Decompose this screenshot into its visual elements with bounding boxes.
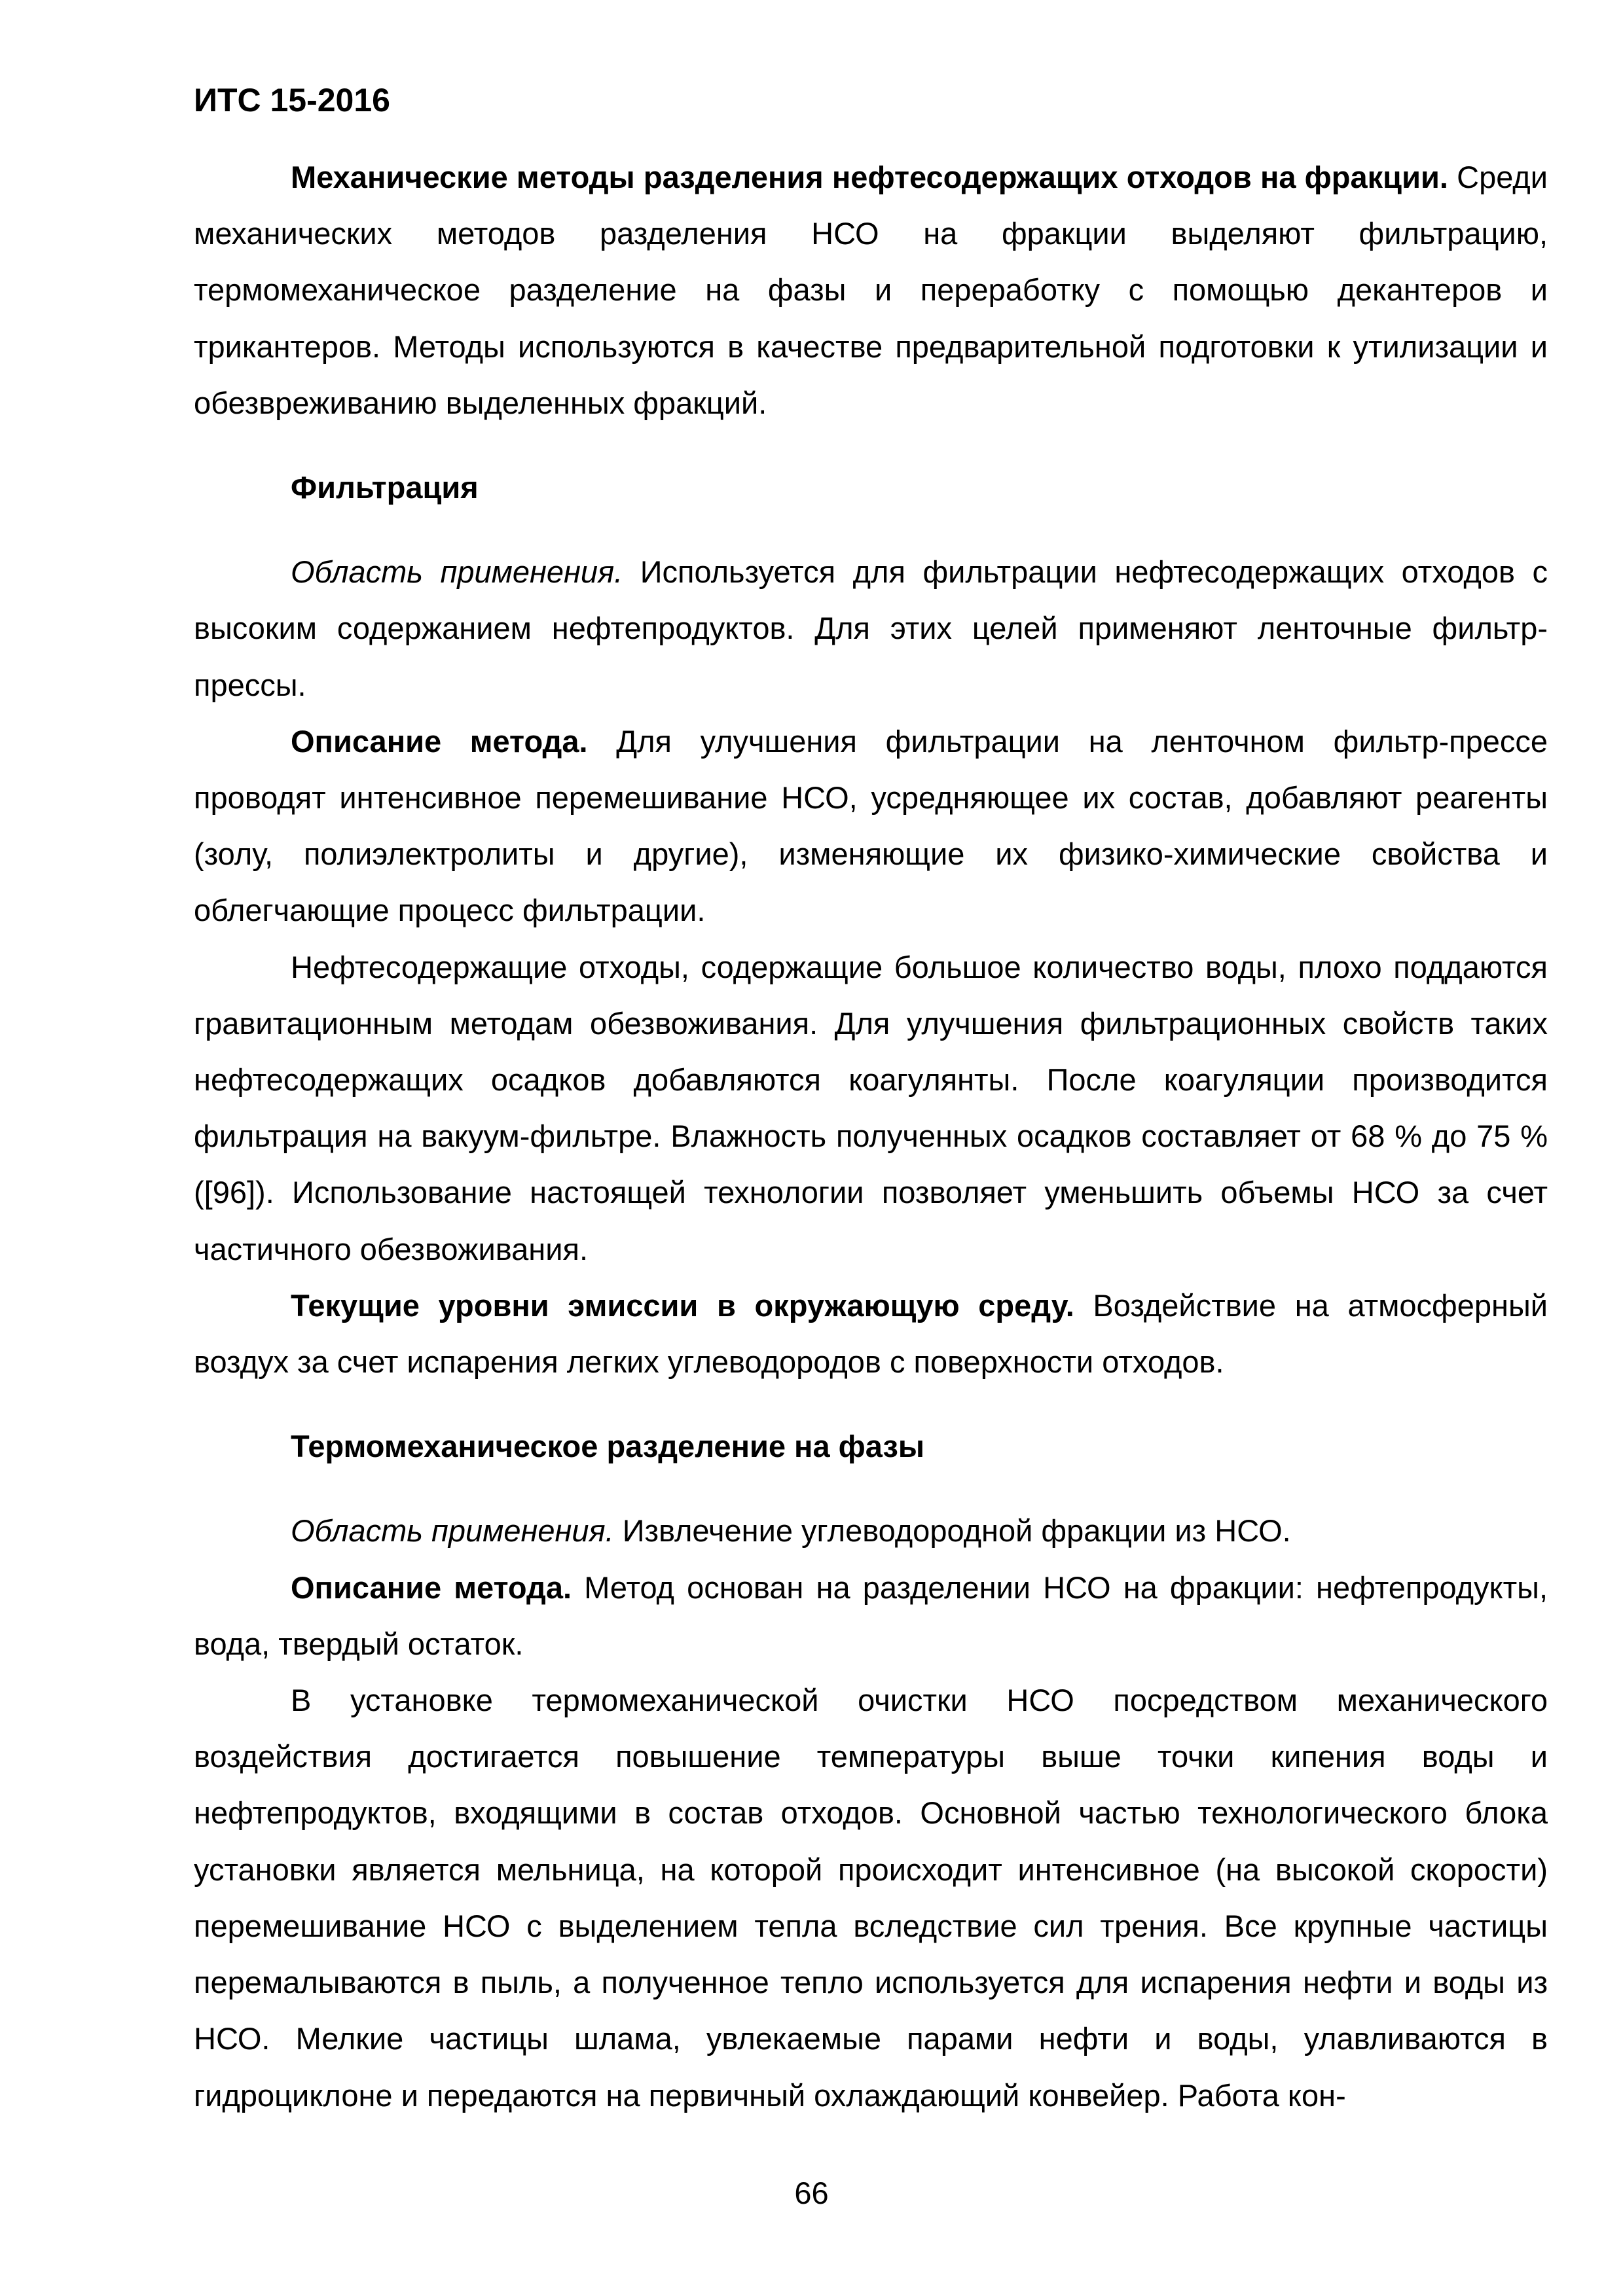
page-number: 66 [794, 2176, 829, 2210]
thermo-scope-label: Область применения. [291, 1513, 614, 1549]
thermo-method-label: Описание метода. [291, 1570, 572, 1605]
filtration-emission-text: Воздействие на атмосферный воздух за счет испарения легких углеводородов с поверхности отходов. [194, 1287, 1548, 1380]
thermo-scope-text: Извлечение углеводородной фракции из НСО. [613, 1513, 1291, 1549]
filtration-method-paragraph [194, 713, 1548, 939]
filtration-method-label: Описание метода. [291, 723, 588, 759]
thermo-method-text: Метод основан на разделении НСО на фракции: нефтепродукты, вода, твердый остаток. [194, 1570, 1548, 1661]
filtration-scope-text: Используется для фильтрации нефтесодержащих отходов с высоким содержанием нефтепродуктов. Для этих целей применяют ленточные фильтр-прессы. [194, 554, 1548, 702]
filtration-emission-paragraph [194, 1278, 1548, 1390]
thermo-heading: Термомеханическое разделение на фазы [291, 1429, 924, 1464]
filtration-scope-paragraph [194, 544, 1548, 713]
filtration-emission-label: Текущие уровни эмиссии в окружающую среду. [291, 1287, 1074, 1323]
page-body [194, 149, 1548, 2124]
intro-text: Среди механических методов разделения НСО на фракции выделяют фильтрацию, термомеханическое разделение на фазы и переработку с помощью декантеров и трикантеров. Методы используются в качестве предварительной подготовки к утилизации и обезвреживанию выделенных фракций. [194, 160, 1548, 420]
filtration-method-text: Для улучшения фильтрации на ленточном фильтр-прессе проводят интенсивное перемешивание НСО, усредняющее их состав, добавляют реагенты (золу, полиэлектролиты и другие), изменяющие их физико-химические свойства и облегчающие процесс фильтрации. [194, 723, 1548, 928]
filtration-body-paragraph: Нефтесодержащие отходы, содержащие большое количество воды, плохо поддаются гравитационным методам обезвоживания. Для улучшения фильтрационных свойств таких нефтесодержащих осадков добавляются коагулянты. После коагуляции производится фильтрация на вакуум-фильтре. Влажность полученных осадков составляет от 68 % до 75 % ([96]). Использование настоящей технологии позволяет уменьшить объемы НСО за счет частичного обезвоживания. [194, 949, 1548, 1266]
filtration-scope-label: Область применения. [291, 554, 623, 590]
filtration-heading: Фильтрация [291, 470, 479, 505]
thermo-method-paragraph [194, 1560, 1548, 1672]
thermo-body-paragraph: В установке термомеханической очистки НСО посредством механического воздействия достигается повышение температуры выше точки кипения воды и нефтепродуктов, входящими в состав отходов. Основной частью технологического блока установки является мельница, на которой происходит интенсивное (на высокой скорости) перемешивание НСО с выделением тепла вследствие сил трения. Все крупные частицы перемалываются в пыль, а полученное тепло используется для испарения нефти и воды из НСО. Мелкие частицы шлама, увлекаемые парами нефти и воды, улавливаются в гидроциклоне и передаются на первичный охлаждающий конвейер. Работа кон- [194, 1683, 1548, 2113]
intro-paragraph [194, 149, 1548, 431]
thermo-scope-paragraph [194, 1503, 1548, 1559]
document-code: ИТС 15-2016 [194, 82, 390, 118]
intro-title: Механические методы разделения нефтесодержащих отходов на фракции. [291, 160, 1448, 194]
